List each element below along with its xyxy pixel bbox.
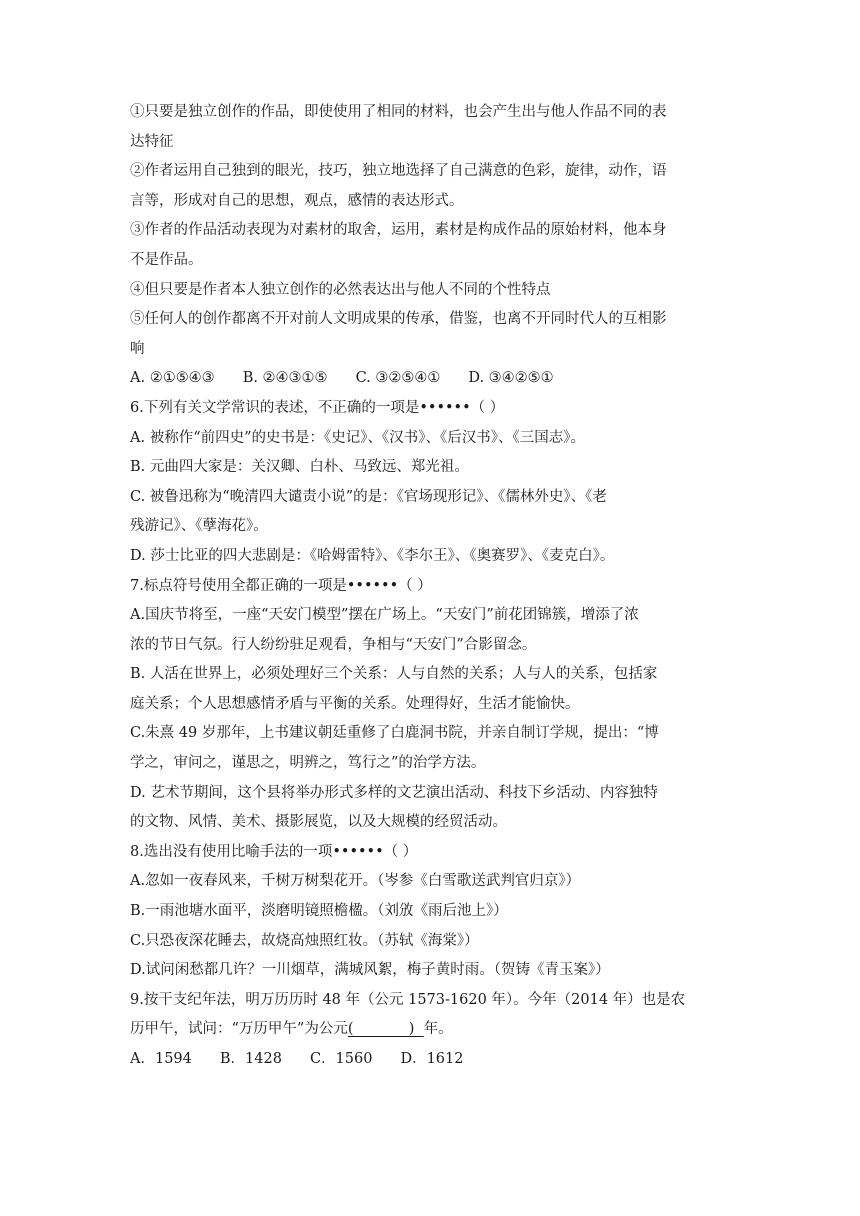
- q5-sentence-2a: ②作者运用自己独到的眼光，技巧，独立地选择了自己满意的色彩，旋律，动作，语: [130, 163, 667, 180]
- q7-stem: 7.标点符号使用全都正确的一项是••••••（ ）: [130, 577, 432, 594]
- q7-option-b-line2: 庭关系；个人思想感情矛盾与平衡的关系。处理得好，生活才能愉快。: [130, 695, 580, 712]
- q6-stem: 6.下列有关文学常识的表述，不正确的一项是••••••（ ）: [130, 399, 505, 416]
- q5-sentence-5b: 响: [130, 340, 145, 357]
- q5-options: [130, 364, 740, 394]
- q9-option-c: C．1560: [309, 1051, 373, 1067]
- q6-option-c-line2: 残游记》、《孽海花》。: [130, 518, 268, 535]
- q9-option-b: B．1428: [219, 1051, 282, 1067]
- q5-sentence-3b: 不是作品。: [130, 251, 203, 268]
- q8-option-a: A.忽如一夜春风来，千树万树梨花开。（岑参《白雪歌送武判官归京》）: [130, 873, 581, 890]
- q6-option-b: B. 元曲四大家是：关汉卿、白朴、马致远、郑光祖。: [130, 459, 469, 476]
- q5-option-b: B. ②④③①⑤: [242, 370, 328, 387]
- q9-options: [130, 1045, 740, 1075]
- q7-option-d-line2: 的文物、风情、美术、摄影展览，以及大规模的经贸活动。: [130, 814, 507, 831]
- q5-option-c: C. ③②⑤④①: [355, 370, 441, 387]
- q7-option-a-line1: A.国庆节将至，一座“天安门模型”摆在广场上。“天安门”前花团锦簇，增添了浓: [130, 607, 639, 624]
- q9-stem-suffix: 年。: [423, 1021, 453, 1038]
- q9-answer-blank: ( ): [347, 1021, 424, 1038]
- q6-option-d: D. 莎士比亚的四大悲剧是：《哈姆雷特》、《李尔王》、《奥赛罗》、《麦克白》。: [130, 547, 615, 564]
- q7-option-b-line1: B. 人活在世界上，必须处理好三个关系：人与自然的关系；人与人的关系，包括家: [130, 666, 658, 683]
- q7-option-c-line1: C.朱熹 49 岁那年，上书建议朝廷重修了白鹿洞书院，并亲自制订学规，提出：“博: [130, 725, 659, 742]
- q5-sentence-1b: 达特征: [130, 133, 174, 150]
- q7-option-a-line2: 浓的节日气氛。行人纷纷驻足观看，争相与“天安门”合影留念。: [130, 636, 537, 653]
- q7-option-d-line1: D. 艺术节期间，这个县将举办形式多样的文艺演出活动、科技下乡活动、内容独特: [130, 784, 658, 801]
- q5-sentence-1a: ①只要是独立创作的作品，即使使用了相同的材料，也会产生出与他人作品不同的表: [130, 104, 667, 120]
- q5-option-d: D. ③④②⑤①: [468, 370, 554, 387]
- q6-option-a: A. 被称作“前四史”的史书是：《史记》、《汉书》、《后汉书》、《三国志》。: [130, 429, 586, 446]
- q8-stem: 8.选出没有使用比喻手法的一项••••••（ ）: [130, 843, 418, 860]
- q5-sentence-4: ④但只要是作者本人独立创作的必然表达出与他人不同的个性特点: [130, 281, 551, 298]
- q8-option-d: D.试问闲愁都几许？一川烟草，满城风絮，梅子黄时雨。（贺铸《青玉案》）: [130, 962, 610, 979]
- q9-stem-line2: [130, 1015, 740, 1045]
- q8-option-c: C.只恐夜深花睡去，故烧高烛照红妆。（苏轼《海棠》）: [130, 932, 479, 949]
- q9-stem-line1: 9.按干支纪年法，明万历历时 48 年（公元 1573-1620 年）。今年（2014 年）也是农: [130, 991, 686, 1008]
- exam-page: [130, 98, 740, 1075]
- q8-option-b: B.一雨池塘水面平，淡磨明镜照檐楹。（刘攽《雨后池上》）: [130, 903, 508, 920]
- q5-sentence-3a: ③作者的作品活动表现为对素材的取舍，运用，素材是构成作品的原始材料，他本身: [130, 222, 667, 239]
- q7-option-c-line2: 学之，审问之，谨思之，明辨之，笃行之”的治学方法。: [130, 755, 486, 772]
- q9-option-a: A．1594: [130, 1051, 192, 1067]
- q9-option-d: D．1612: [400, 1051, 464, 1067]
- q6-option-c-line1: C. 被鲁迅称为“晚清四大谴责小说”的是：《官场现形记》、《儒林外史》、《老: [130, 488, 607, 505]
- q5-option-a: A. ②①⑤④③: [130, 370, 215, 387]
- q5-sentence-5a: ⑤任何人的创作都离不开对前人文明成果的传承，借鉴，也离不开同时代人的互相影: [130, 311, 667, 328]
- q5-sentence-2b: 言等，形成对自己的思想，观点，感情的表达形式。: [130, 192, 464, 209]
- q9-stem-text: 历甲午，试问：“万历甲午”为公元: [130, 1021, 348, 1038]
